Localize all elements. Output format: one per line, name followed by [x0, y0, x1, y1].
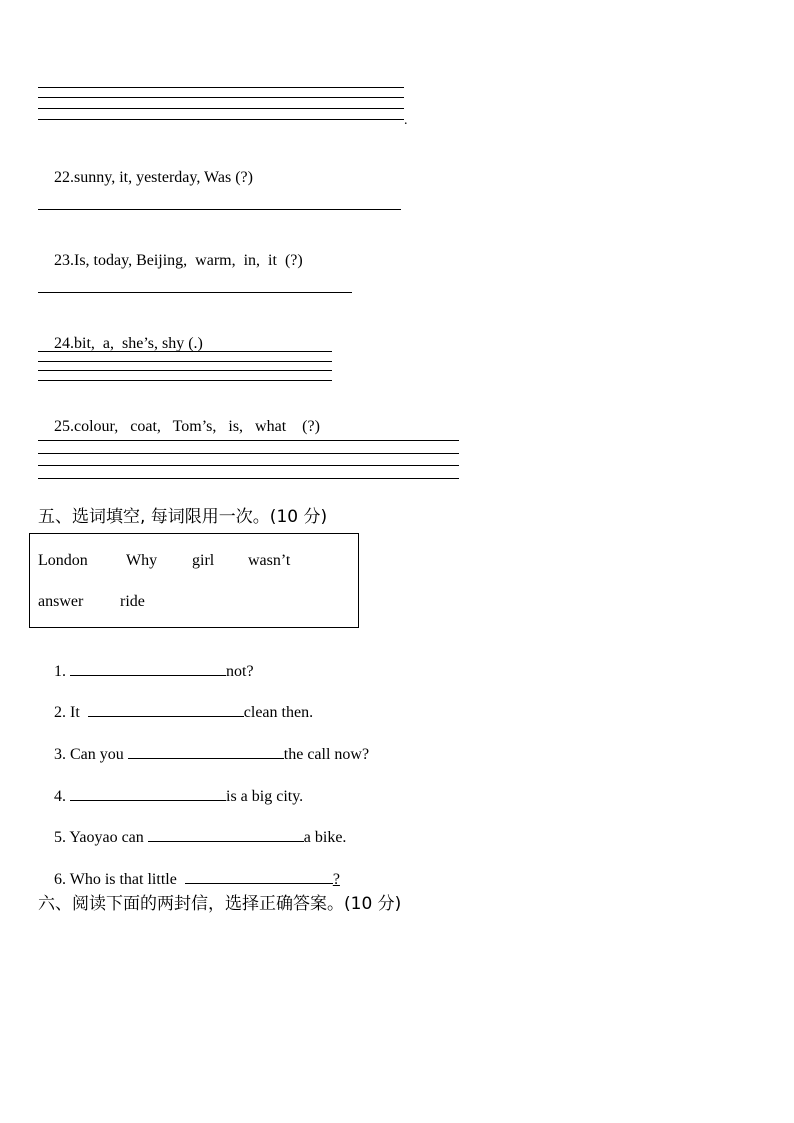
- question-text: colour, coat, Tom’s, is, what (?): [74, 418, 320, 435]
- answer-line[interactable]: [38, 292, 352, 293]
- fill-item-prefix: 6. Who is that little: [54, 871, 185, 888]
- word-bank-item: answer: [38, 593, 84, 610]
- fill-item-prefix: 5. Yaoyao can: [54, 829, 148, 846]
- answer-line[interactable]: [38, 453, 459, 454]
- answer-line[interactable]: [38, 370, 332, 371]
- answer-line: [38, 87, 404, 88]
- question-number: 24.: [54, 335, 74, 352]
- word-bank-item: London: [38, 552, 88, 569]
- question-text: sunny, it, yesterday, Was (?): [74, 169, 253, 186]
- blank-field[interactable]: [185, 867, 333, 884]
- answer-line[interactable]: [38, 351, 332, 352]
- word-bank-item: ride: [120, 593, 145, 610]
- blank-field[interactable]: [88, 700, 244, 717]
- fill-item-suffix: ?: [332, 871, 340, 888]
- fill-item-prefix: 4.: [54, 788, 70, 805]
- blank-field[interactable]: [128, 742, 284, 759]
- blank-field[interactable]: [70, 784, 226, 801]
- answer-line[interactable]: [38, 440, 459, 441]
- answer-line[interactable]: [38, 380, 332, 381]
- word-bank-box: [29, 533, 359, 628]
- fill-item-suffix: the call now?: [283, 746, 370, 763]
- question-number: 23.: [54, 252, 74, 269]
- question-number: 22.: [54, 169, 74, 186]
- question-number: 25.: [54, 418, 74, 435]
- word-bank-item: girl: [192, 552, 215, 569]
- fill-item-suffix: a bike.: [303, 829, 347, 846]
- section-6-heading: 六、阅读下面的两封信，选择正确答案。(10 分): [38, 894, 402, 914]
- fill-item-suffix: is a big city.: [226, 788, 304, 805]
- answer-line: [38, 108, 404, 109]
- question-text: bit, a, she’s, shy (.): [74, 335, 203, 352]
- answer-line[interactable]: [38, 361, 332, 362]
- word-bank-item: wasn’t: [248, 552, 291, 569]
- question-25: [38, 400, 320, 454]
- section-5-heading: 五、选词填空, 每词限用一次。(10 分): [38, 507, 328, 527]
- answer-line: [38, 97, 404, 98]
- fill-item-prefix: 2. It: [54, 704, 88, 721]
- fill-item-suffix: not?: [226, 663, 254, 680]
- blank-field[interactable]: [148, 825, 304, 842]
- fill-item-prefix: 1.: [54, 663, 70, 680]
- answer-line[interactable]: [38, 465, 459, 466]
- blank-field[interactable]: [70, 659, 226, 676]
- answer-line[interactable]: [38, 209, 401, 210]
- fill-item-prefix: 3. Can you: [54, 746, 128, 763]
- question-24: [38, 317, 203, 371]
- answer-line[interactable]: [38, 478, 459, 479]
- question-22: [38, 151, 253, 205]
- word-bank-item: Why: [126, 552, 158, 569]
- question-text: Is, today, Beijing, warm, in, it (?): [74, 252, 303, 269]
- question-23: [38, 234, 303, 288]
- line-end-mark: .: [404, 113, 408, 128]
- answer-line: [38, 119, 404, 120]
- fill-item-suffix: clean then.: [243, 704, 314, 721]
